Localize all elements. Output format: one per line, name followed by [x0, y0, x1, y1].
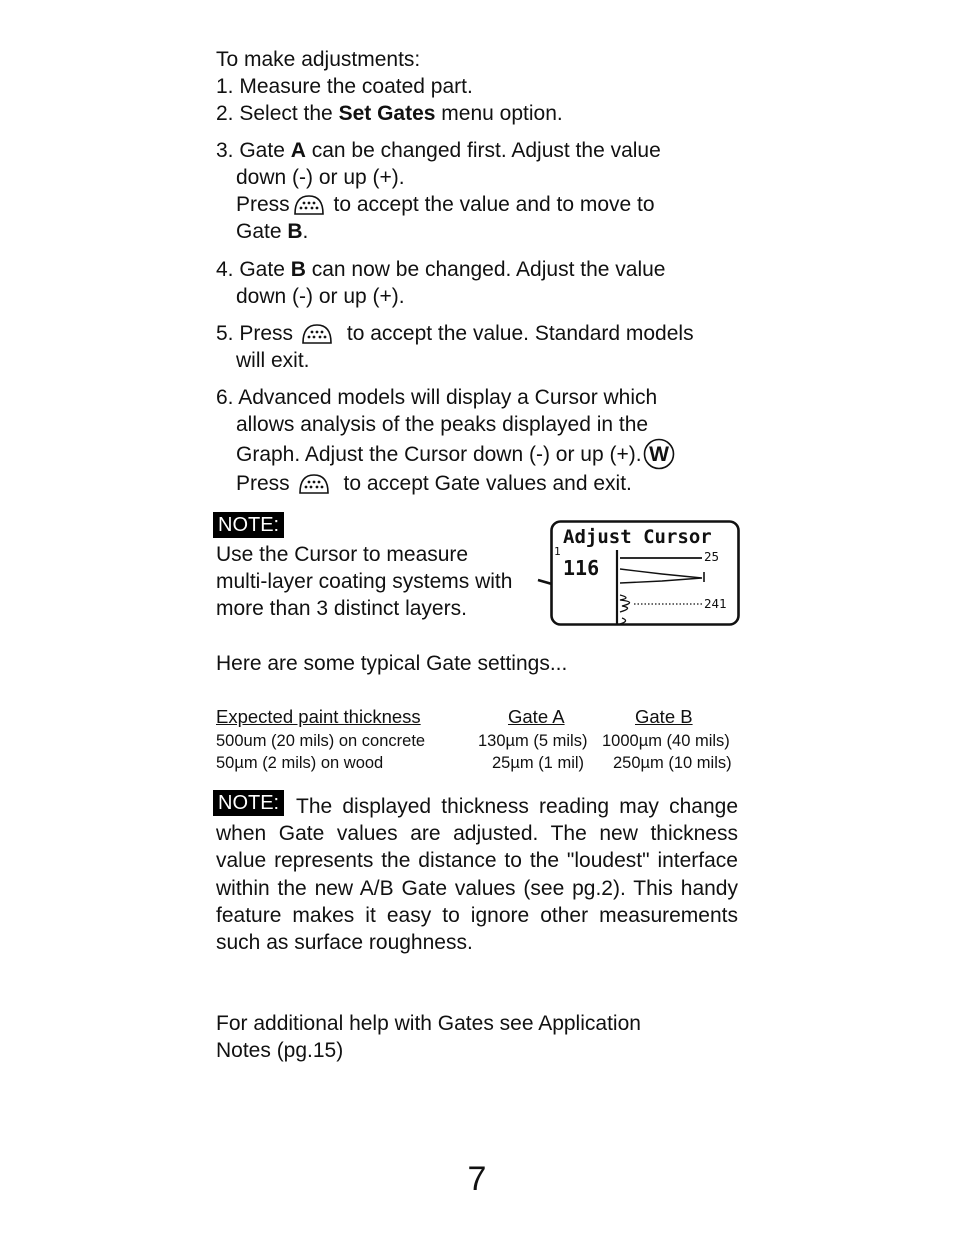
- note-1-line2: multi-layer coating systems with: [216, 570, 513, 593]
- set-gates-label: Set Gates: [338, 102, 436, 125]
- step-6-line2: allows analysis of the peaks displayed in the: [236, 413, 649, 436]
- note-1-line1: Use the Cursor to measure: [216, 543, 469, 566]
- step-3: [216, 137, 661, 245]
- step-6-line1: 6. Advanced models will display a Cursor which: [216, 386, 658, 409]
- step-4: [216, 256, 666, 310]
- note-2-body: The displayed thickness reading may change when Gate values are adjusted. The new thickness value represents the distance to the "loudest" interface within the new A/B Gate values (see pg.2). This handy feature makes it easy to ignore other measurements such as surface roughness.: [216, 795, 738, 955]
- step-3-post: can be changed first. Adjust the value: [305, 139, 661, 162]
- step-1: 1. Measure the coated part.: [216, 75, 473, 98]
- step-6-press: Press: [236, 472, 290, 495]
- step-3-press: Press: [236, 193, 290, 216]
- step-2-post: menu option.: [435, 102, 563, 125]
- step-3-line4: [216, 218, 661, 245]
- step-4-line2: down (-) or up (+).: [236, 285, 405, 308]
- table-cell: 130µm (5 mils): [478, 732, 588, 750]
- ok-button-icon: [301, 323, 333, 344]
- w-button-icon: [643, 438, 675, 470]
- table-row: [216, 752, 746, 774]
- note-1-line3: more than 3 distinct layers.: [216, 597, 467, 620]
- lcd-left-marker: 1: [554, 545, 561, 558]
- note-badge-2: NOTE:: [213, 790, 284, 816]
- step-3-pre: 3. Gate: [216, 139, 291, 162]
- help-line1: For additional help with Gates see Application: [216, 1012, 641, 1035]
- step-4-pre: 4. Gate: [216, 258, 291, 281]
- step-6-line3: [216, 438, 675, 470]
- step-4-post: can now be changed. Adjust the value: [305, 258, 666, 281]
- step-3-gate: Gate: [236, 220, 288, 243]
- lcd-display: [550, 520, 740, 626]
- table-cell: 500um (20 mils) on concrete: [216, 732, 426, 750]
- table-header-row: [216, 704, 746, 730]
- gate-settings-table: [216, 704, 746, 774]
- table-cell: 250µm (10 mils): [613, 754, 732, 772]
- step-5-pre: 5. Press: [216, 322, 294, 345]
- step-6-line4: [216, 470, 675, 497]
- help-line2: Notes (pg.15): [216, 1039, 344, 1062]
- typical-settings-heading: Here are some typical Gate settings...: [216, 652, 568, 675]
- step-2-pre: 2. Select the: [216, 102, 339, 125]
- table-cell: 50µm (2 mils) on wood: [216, 754, 384, 772]
- additional-help: [216, 1010, 641, 1064]
- ok-button-icon: [298, 473, 330, 494]
- step-2: [216, 100, 563, 127]
- note-1-text: [216, 541, 512, 622]
- header-expected-thickness: Expected paint thickness: [216, 706, 421, 727]
- header-gate-a: Gate A: [508, 706, 565, 727]
- table-row: [216, 730, 746, 752]
- intro-text: To make adjustments:: [216, 48, 421, 71]
- table-cell: 1000µm (40 mils): [602, 732, 730, 750]
- gate-b-label: B: [287, 220, 303, 243]
- table-cell: 25µm (1 mil): [492, 754, 585, 772]
- header-gate-b: Gate B: [635, 706, 693, 727]
- step-5: [216, 320, 694, 374]
- lcd-bottom-value: 241: [704, 596, 727, 611]
- lcd-title: Adjust Cursor: [563, 526, 712, 548]
- lcd-top-value: 25: [704, 549, 720, 564]
- step-6-line3-text: Graph. Adjust the Cursor down (-) or up (+).: [236, 443, 642, 466]
- step-5-line2: will exit.: [236, 349, 310, 372]
- step-3-line3: [216, 191, 661, 218]
- lcd-reading: 116: [563, 556, 600, 580]
- gate-a-label: A: [290, 139, 306, 162]
- step-3-after: to accept the value and to move to: [327, 193, 655, 216]
- step-5-post: to accept the value. Standard models: [341, 322, 694, 345]
- w-icon-letter: W: [648, 443, 669, 466]
- step-6-after: to accept Gate values and exit.: [337, 472, 632, 495]
- step-6: [216, 384, 675, 497]
- step-3-period: .: [302, 220, 309, 243]
- note-2-text: [216, 793, 738, 956]
- note-badge: NOTE:: [213, 512, 284, 538]
- ok-button-icon: [293, 194, 325, 215]
- gate-b-label-2: B: [290, 258, 306, 281]
- step-3-line2: down (-) or up (+).: [236, 166, 405, 189]
- page-number: 7: [467, 1160, 487, 1198]
